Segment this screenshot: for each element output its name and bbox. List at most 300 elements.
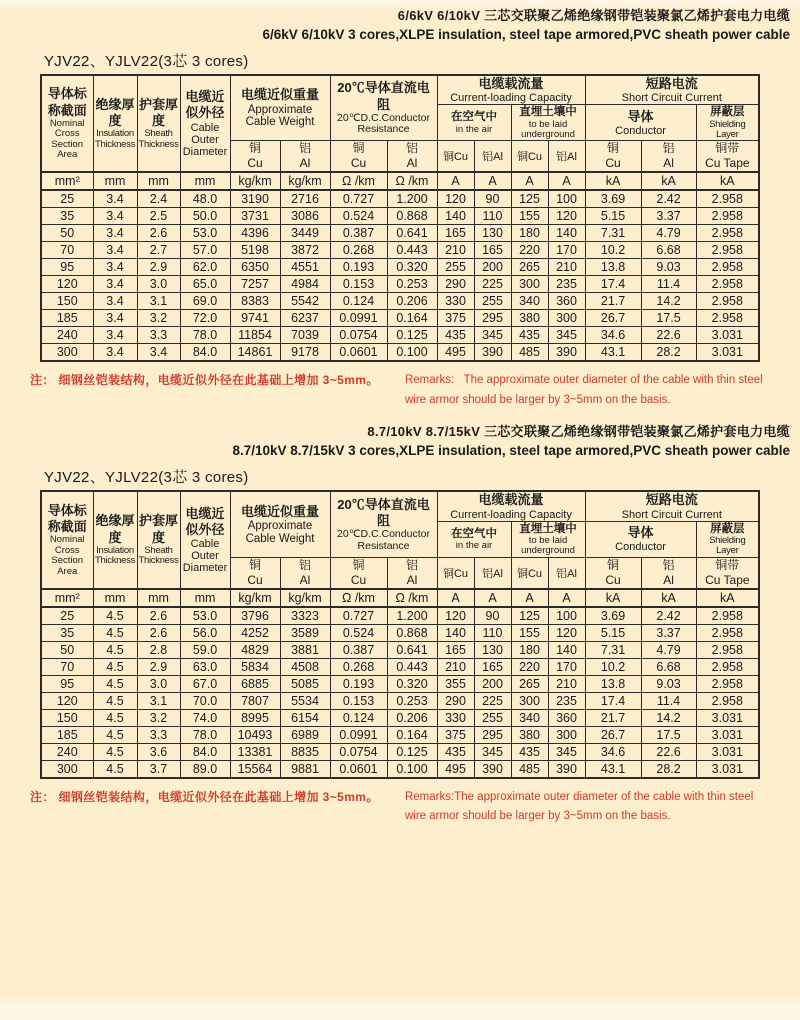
table-cell: 0.0601 [330, 760, 387, 778]
header-cell-insulation: 绝缘厚度 Insulation Thickness [93, 75, 137, 173]
table-cell: 3589 [280, 624, 330, 641]
header-cell-short-cu: 铜 Cu [585, 141, 641, 173]
table-cell: 2.958 [696, 692, 759, 709]
unit-cell: kg/km [280, 589, 330, 607]
table-cell: 3.4 [93, 344, 137, 362]
section-title-zh: 8.7/10kV 8.7/15kV 三芯交联聚乙烯绝缘钢带铠装聚氯乙烯护套电力电缆 [367, 424, 790, 440]
header-cell-short-al: 铝 Al [641, 557, 696, 589]
table-cell: 35 [41, 624, 93, 641]
unit-cell: A [437, 172, 474, 190]
header-subgroup-underground: 直埋土壤中 to be laid underground [511, 521, 585, 557]
table-cell: 90 [474, 607, 511, 625]
table-cell: 25 [41, 607, 93, 625]
table-cell: 0.320 [387, 259, 437, 276]
header-group-capacity: 电缆载流量 Current-loading Capacity [437, 75, 585, 105]
table-cell: 180 [511, 641, 548, 658]
unit-cell: mm² [41, 589, 93, 607]
table-cell: 2716 [280, 190, 330, 208]
table-cell: 360 [548, 293, 585, 310]
table-cell: 26.7 [585, 310, 641, 327]
table-cell: 300 [41, 344, 93, 362]
table-cell: 380 [511, 726, 548, 743]
header-cell-weight-al: 铝 Al [280, 557, 330, 589]
cable-spec-table [40, 74, 760, 363]
table-cell: 3.4 [93, 310, 137, 327]
table-cell: 2.958 [696, 675, 759, 692]
table-cell: 140 [437, 208, 474, 225]
table-cell: 435 [437, 743, 474, 760]
header-cell-underground-al: 铝Al [548, 557, 585, 589]
table-row [41, 259, 759, 276]
header-cell-diameter: 电缆近似外径 Cable Outer Diameter [180, 491, 230, 589]
table-cell: 0.0754 [330, 327, 387, 344]
table-cell: 3.1 [137, 293, 180, 310]
table-cell: 3796 [230, 607, 280, 625]
table-cell: 10.2 [585, 242, 641, 259]
table-cell: 485 [511, 344, 548, 362]
table-cell: 95 [41, 675, 93, 692]
table-cell: 220 [511, 242, 548, 259]
table-cell: 4.5 [93, 641, 137, 658]
table-cell: 140 [437, 624, 474, 641]
unit-cell: A [511, 589, 548, 607]
table-cell: 8835 [280, 743, 330, 760]
header-subgroup-in-air: 在空气中 in the air [437, 105, 511, 141]
table-cell: 15564 [230, 760, 280, 778]
table-cell: 2.958 [696, 641, 759, 658]
table-cell: 300 [511, 692, 548, 709]
table-cell: 0.206 [387, 709, 437, 726]
table-cell: 17.4 [585, 692, 641, 709]
header-cell-sheath: 护套厚度 Sheath Thickness [137, 491, 180, 589]
table-cell: 3.7 [137, 760, 180, 778]
unit-cell: Ω /km [330, 589, 387, 607]
table-cell: 2.958 [696, 658, 759, 675]
table-cell: 17.4 [585, 276, 641, 293]
table-cell: 120 [437, 190, 474, 208]
table-cell: 0.641 [387, 225, 437, 242]
table-cell: 0.641 [387, 641, 437, 658]
table-cell: 4.5 [93, 658, 137, 675]
table-cell: 13381 [230, 743, 280, 760]
table-cell: 120 [41, 276, 93, 293]
table-cell: 6989 [280, 726, 330, 743]
table-cell: 59.0 [180, 641, 230, 658]
table-cell: 0.387 [330, 225, 387, 242]
table-cell: 78.0 [180, 726, 230, 743]
unit-cell: Ω /km [330, 172, 387, 190]
table-cell: 495 [437, 760, 474, 778]
table-cell: 375 [437, 726, 474, 743]
table-row [41, 743, 759, 760]
table-cell: 3.4 [93, 276, 137, 293]
table-cell: 1.200 [387, 190, 437, 208]
cable-spec-table [40, 490, 760, 779]
header-subgroup-in-air: 在空气中 in the air [437, 521, 511, 557]
table-cell: 225 [474, 692, 511, 709]
table-cell: 90 [474, 190, 511, 208]
table-cell: 255 [437, 259, 474, 276]
table-cell: 210 [548, 675, 585, 692]
table-cell: 0.868 [387, 208, 437, 225]
table-cell: 10.2 [585, 658, 641, 675]
table-cell: 3872 [280, 242, 330, 259]
unit-cell: kA [641, 589, 696, 607]
cable-spec-section [0, 410, 800, 826]
table-cell: 0.268 [330, 658, 387, 675]
table-cell: 165 [437, 225, 474, 242]
table-cell: 4.5 [93, 675, 137, 692]
table-cell: 2.6 [137, 607, 180, 625]
header-group-weight: 电缆近似重量 Approximate Cable Weight [230, 491, 330, 557]
table-cell: 67.0 [180, 675, 230, 692]
table-cell: 0.124 [330, 293, 387, 310]
table-cell: 2.958 [696, 225, 759, 242]
table-cell: 0.443 [387, 658, 437, 675]
table-cell: 53.0 [180, 607, 230, 625]
unit-cell: mm [180, 172, 230, 190]
table-cell: 340 [511, 293, 548, 310]
table-cell: 5534 [280, 692, 330, 709]
table-cell: 3.031 [696, 344, 759, 362]
table-cell: 170 [548, 242, 585, 259]
table-cell: 3.031 [696, 743, 759, 760]
header-cell-nominal: 导体标称截面 Nominal Cross Section Area [41, 75, 93, 173]
header-cell-underground-cu: 铜Cu [511, 141, 548, 173]
table-cell: 4.5 [93, 624, 137, 641]
header-cell-air-cu: 铜Cu [437, 141, 474, 173]
table-cell: 9178 [280, 344, 330, 362]
table-cell: 0.727 [330, 607, 387, 625]
unit-cell: mm [180, 589, 230, 607]
table-cell: 3.69 [585, 607, 641, 625]
table-cell: 2.7 [137, 242, 180, 259]
unit-cell: kg/km [280, 172, 330, 190]
table-cell: 360 [548, 709, 585, 726]
table-cell: 2.958 [696, 190, 759, 208]
table-cell: 3.4 [93, 190, 137, 208]
table-cell: 6.68 [641, 242, 696, 259]
table-cell: 3190 [230, 190, 280, 208]
table-cell: 165 [474, 242, 511, 259]
unit-cell: kA [585, 172, 641, 190]
table-cell: 150 [41, 293, 93, 310]
table-cell: 235 [548, 276, 585, 293]
table-cell: 13.8 [585, 675, 641, 692]
table-cell: 57.0 [180, 242, 230, 259]
table-cell: 4252 [230, 624, 280, 641]
table-cell: 345 [474, 743, 511, 760]
table-cell: 0.153 [330, 692, 387, 709]
table-cell: 265 [511, 259, 548, 276]
table-cell: 345 [548, 327, 585, 344]
table-cell: 0.0754 [330, 743, 387, 760]
table-cell: 11854 [230, 327, 280, 344]
header-subgroup-underground: 直埋土壤中 to be laid underground [511, 105, 585, 141]
table-cell: 3.0 [137, 675, 180, 692]
table-row [41, 327, 759, 344]
section-title-zh: 6/6kV 6/10kV 三芯交联聚乙烯绝缘钢带铠装聚氯乙烯护套电力电缆 [397, 8, 790, 23]
table-cell: 110 [474, 208, 511, 225]
table-cell: 43.1 [585, 760, 641, 778]
table-body [41, 607, 759, 778]
table-cell: 4.79 [641, 225, 696, 242]
table-cell: 390 [548, 760, 585, 778]
table-cell: 4.5 [93, 692, 137, 709]
table-cell: 5.15 [585, 624, 641, 641]
table-cell: 240 [41, 743, 93, 760]
table-row [41, 641, 759, 658]
table-cell: 240 [41, 327, 93, 344]
units-row [41, 172, 759, 190]
table-cell: 0.0991 [330, 310, 387, 327]
table-cell: 0.524 [330, 624, 387, 641]
table-cell: 3.4 [93, 225, 137, 242]
table-cell: 380 [511, 310, 548, 327]
unit-cell: A [474, 172, 511, 190]
table-cell: 2.958 [696, 624, 759, 641]
table-cell: 4396 [230, 225, 280, 242]
table-cell: 63.0 [180, 658, 230, 675]
unit-cell: mm [93, 589, 137, 607]
table-cell: 4.5 [93, 709, 137, 726]
table-cell: 210 [437, 242, 474, 259]
unit-cell: kA [641, 172, 696, 190]
table-cell: 255 [474, 293, 511, 310]
table-cell: 3.4 [93, 242, 137, 259]
table-cell: 74.0 [180, 709, 230, 726]
table-cell: 120 [437, 607, 474, 625]
table-row [41, 607, 759, 625]
header-cell-weight-cu: 铜 Cu [230, 141, 280, 173]
table-cell: 4.5 [93, 743, 137, 760]
header-cell-resistance-al: 铝 Al [387, 557, 437, 589]
table-cell: 295 [474, 726, 511, 743]
table-cell: 3.4 [93, 293, 137, 310]
header-cell-underground-cu: 铜Cu [511, 557, 548, 589]
table-cell: 3.37 [641, 208, 696, 225]
table-cell: 155 [511, 624, 548, 641]
table-cell: 21.7 [585, 293, 641, 310]
table-cell: 330 [437, 293, 474, 310]
table-cell: 330 [437, 709, 474, 726]
cable-model-line: YJV22、YJLV22(3芯 3 cores) [44, 469, 249, 487]
table-cell: 435 [511, 743, 548, 760]
table-cell: 0.868 [387, 624, 437, 641]
unit-cell: Ω /km [387, 172, 437, 190]
remark-en: Remarks: The approximate outer diameter of the cable with thin steel wire armor should be larger by 3~5mm on the basis. [404, 374, 766, 406]
table-cell: 3.3 [137, 726, 180, 743]
table-cell: 8383 [230, 293, 280, 310]
table-cell: 3.6 [137, 743, 180, 760]
unit-cell: A [437, 589, 474, 607]
table-cell: 14.2 [641, 293, 696, 310]
table-cell: 84.0 [180, 344, 230, 362]
table-cell: 2.958 [696, 276, 759, 293]
table-cell: 6.68 [641, 658, 696, 675]
table-cell: 3.2 [137, 709, 180, 726]
table-cell: 17.5 [641, 310, 696, 327]
table-cell: 0.253 [387, 692, 437, 709]
table-cell: 65.0 [180, 276, 230, 293]
table-header [41, 491, 759, 607]
table-cell: 0.153 [330, 276, 387, 293]
table-cell: 3.031 [696, 760, 759, 778]
table-cell: 34.6 [585, 743, 641, 760]
unit-cell: mm² [41, 172, 93, 190]
header-cell-nominal: 导体标称截面 Nominal Cross Section Area [41, 491, 93, 589]
table-cell: 25 [41, 190, 93, 208]
table-cell: 35 [41, 208, 93, 225]
header-cell-diameter: 电缆近似外径 Cable Outer Diameter [180, 75, 230, 173]
table-cell: 2.6 [137, 225, 180, 242]
unit-cell: A [548, 589, 585, 607]
table-cell: 3.2 [137, 310, 180, 327]
table-cell: 50 [41, 225, 93, 242]
table-cell: 0.524 [330, 208, 387, 225]
table-cell: 5834 [230, 658, 280, 675]
table-cell: 345 [474, 327, 511, 344]
remark-en: Remarks:The approximate outer diameter of the cable with thin steel wire armor should be larger by 3~5mm on the basis. [404, 790, 760, 823]
table-cell: 295 [474, 310, 511, 327]
table-cell: 3731 [230, 208, 280, 225]
header-cell-insulation: 绝缘厚度 Insulation Thickness [93, 491, 137, 589]
table-cell: 34.6 [585, 327, 641, 344]
table-cell: 300 [511, 276, 548, 293]
table-cell: 89.0 [180, 760, 230, 778]
table-cell: 0.125 [387, 743, 437, 760]
table-cell: 9.03 [641, 675, 696, 692]
table-cell: 2.958 [696, 242, 759, 259]
table-cell: 2.42 [641, 607, 696, 625]
table-cell: 4.5 [93, 726, 137, 743]
table-cell: 0.100 [387, 344, 437, 362]
table-cell: 110 [474, 624, 511, 641]
table-cell: 120 [548, 624, 585, 641]
table-cell: 4829 [230, 641, 280, 658]
table-cell: 4.79 [641, 641, 696, 658]
table-cell: 72.0 [180, 310, 230, 327]
table-cell: 70 [41, 242, 93, 259]
table-cell: 4.5 [93, 607, 137, 625]
table-cell: 43.1 [585, 344, 641, 362]
units-row [41, 589, 759, 607]
table-cell: 7807 [230, 692, 280, 709]
table-row [41, 242, 759, 259]
table-cell: 2.958 [696, 259, 759, 276]
table-cell: 3881 [280, 641, 330, 658]
table-cell: 200 [474, 675, 511, 692]
table-cell: 355 [437, 675, 474, 692]
table-cell: 3.031 [696, 726, 759, 743]
table-cell: 300 [548, 310, 585, 327]
table-cell: 5198 [230, 242, 280, 259]
table-cell: 340 [511, 709, 548, 726]
header-cell-weight-cu: 铜 Cu [230, 557, 280, 589]
header-cell-resistance-al: 铝 Al [387, 141, 437, 173]
table-cell: 9881 [280, 760, 330, 778]
table-cell: 0.443 [387, 242, 437, 259]
table-cell: 14861 [230, 344, 280, 362]
table-cell: 0.164 [387, 726, 437, 743]
table-cell: 0.125 [387, 327, 437, 344]
table-cell: 84.0 [180, 743, 230, 760]
table-cell: 3086 [280, 208, 330, 225]
table-cell: 7039 [280, 327, 330, 344]
table-cell: 3.0 [137, 276, 180, 293]
table-cell: 26.7 [585, 726, 641, 743]
remark-zh: 注： 细钢丝铠装结构，电缆近似外径在此基础上增加 3~5mm。 [30, 789, 379, 804]
table-cell: 165 [437, 641, 474, 658]
unit-cell: kg/km [230, 172, 280, 190]
table-cell: 3.69 [585, 190, 641, 208]
table-row [41, 190, 759, 208]
table-cell: 28.2 [641, 344, 696, 362]
table-cell: 69.0 [180, 293, 230, 310]
table-cell: 155 [511, 208, 548, 225]
table-cell: 225 [474, 276, 511, 293]
unit-cell: A [474, 589, 511, 607]
header-cell-cu-tape: 铜带 Cu Tape [696, 141, 759, 173]
table-cell: 130 [474, 641, 511, 658]
unit-cell: mm [137, 589, 180, 607]
table-body [41, 190, 759, 361]
table-cell: 130 [474, 225, 511, 242]
table-cell: 2.5 [137, 208, 180, 225]
table-cell: 140 [548, 225, 585, 242]
table-cell: 235 [548, 692, 585, 709]
table-cell: 11.4 [641, 276, 696, 293]
table-cell: 120 [548, 208, 585, 225]
table-cell: 22.6 [641, 743, 696, 760]
header-cell-air-cu: 铜Cu [437, 557, 474, 589]
table-cell: 50.0 [180, 208, 230, 225]
table-cell: 5.15 [585, 208, 641, 225]
table-cell: 2.958 [696, 607, 759, 625]
table-cell: 120 [41, 692, 93, 709]
table-row [41, 276, 759, 293]
table-cell: 3.4 [93, 259, 137, 276]
table-cell: 125 [511, 190, 548, 208]
table-row [41, 760, 759, 778]
cable-spec-section [0, 0, 800, 410]
table-cell: 2.958 [696, 208, 759, 225]
table-cell: 210 [437, 658, 474, 675]
table-cell: 28.2 [641, 760, 696, 778]
table-cell: 2.958 [696, 310, 759, 327]
table-cell: 0.164 [387, 310, 437, 327]
table-cell: 2.4 [137, 190, 180, 208]
table-cell: 21.7 [585, 709, 641, 726]
table-cell: 62.0 [180, 259, 230, 276]
unit-cell: kg/km [230, 589, 280, 607]
table-cell: 11.4 [641, 692, 696, 709]
table-cell: 70.0 [180, 692, 230, 709]
unit-cell: mm [93, 172, 137, 190]
table-cell: 48.0 [180, 190, 230, 208]
section-title-en: 8.7/10kV 8.7/15kV 3 cores,XLPE insulation, steel tape armored,PVC sheath power cable [232, 443, 790, 459]
table-cell: 17.5 [641, 726, 696, 743]
table-header [41, 75, 759, 191]
table-cell: 3.4 [93, 208, 137, 225]
unit-cell: A [511, 172, 548, 190]
header-cell-weight-al: 铝 Al [280, 141, 330, 173]
table-cell: 3.4 [137, 344, 180, 362]
table-row [41, 658, 759, 675]
table-cell: 2.958 [696, 293, 759, 310]
table-row [41, 225, 759, 242]
table-cell: 3.031 [696, 709, 759, 726]
